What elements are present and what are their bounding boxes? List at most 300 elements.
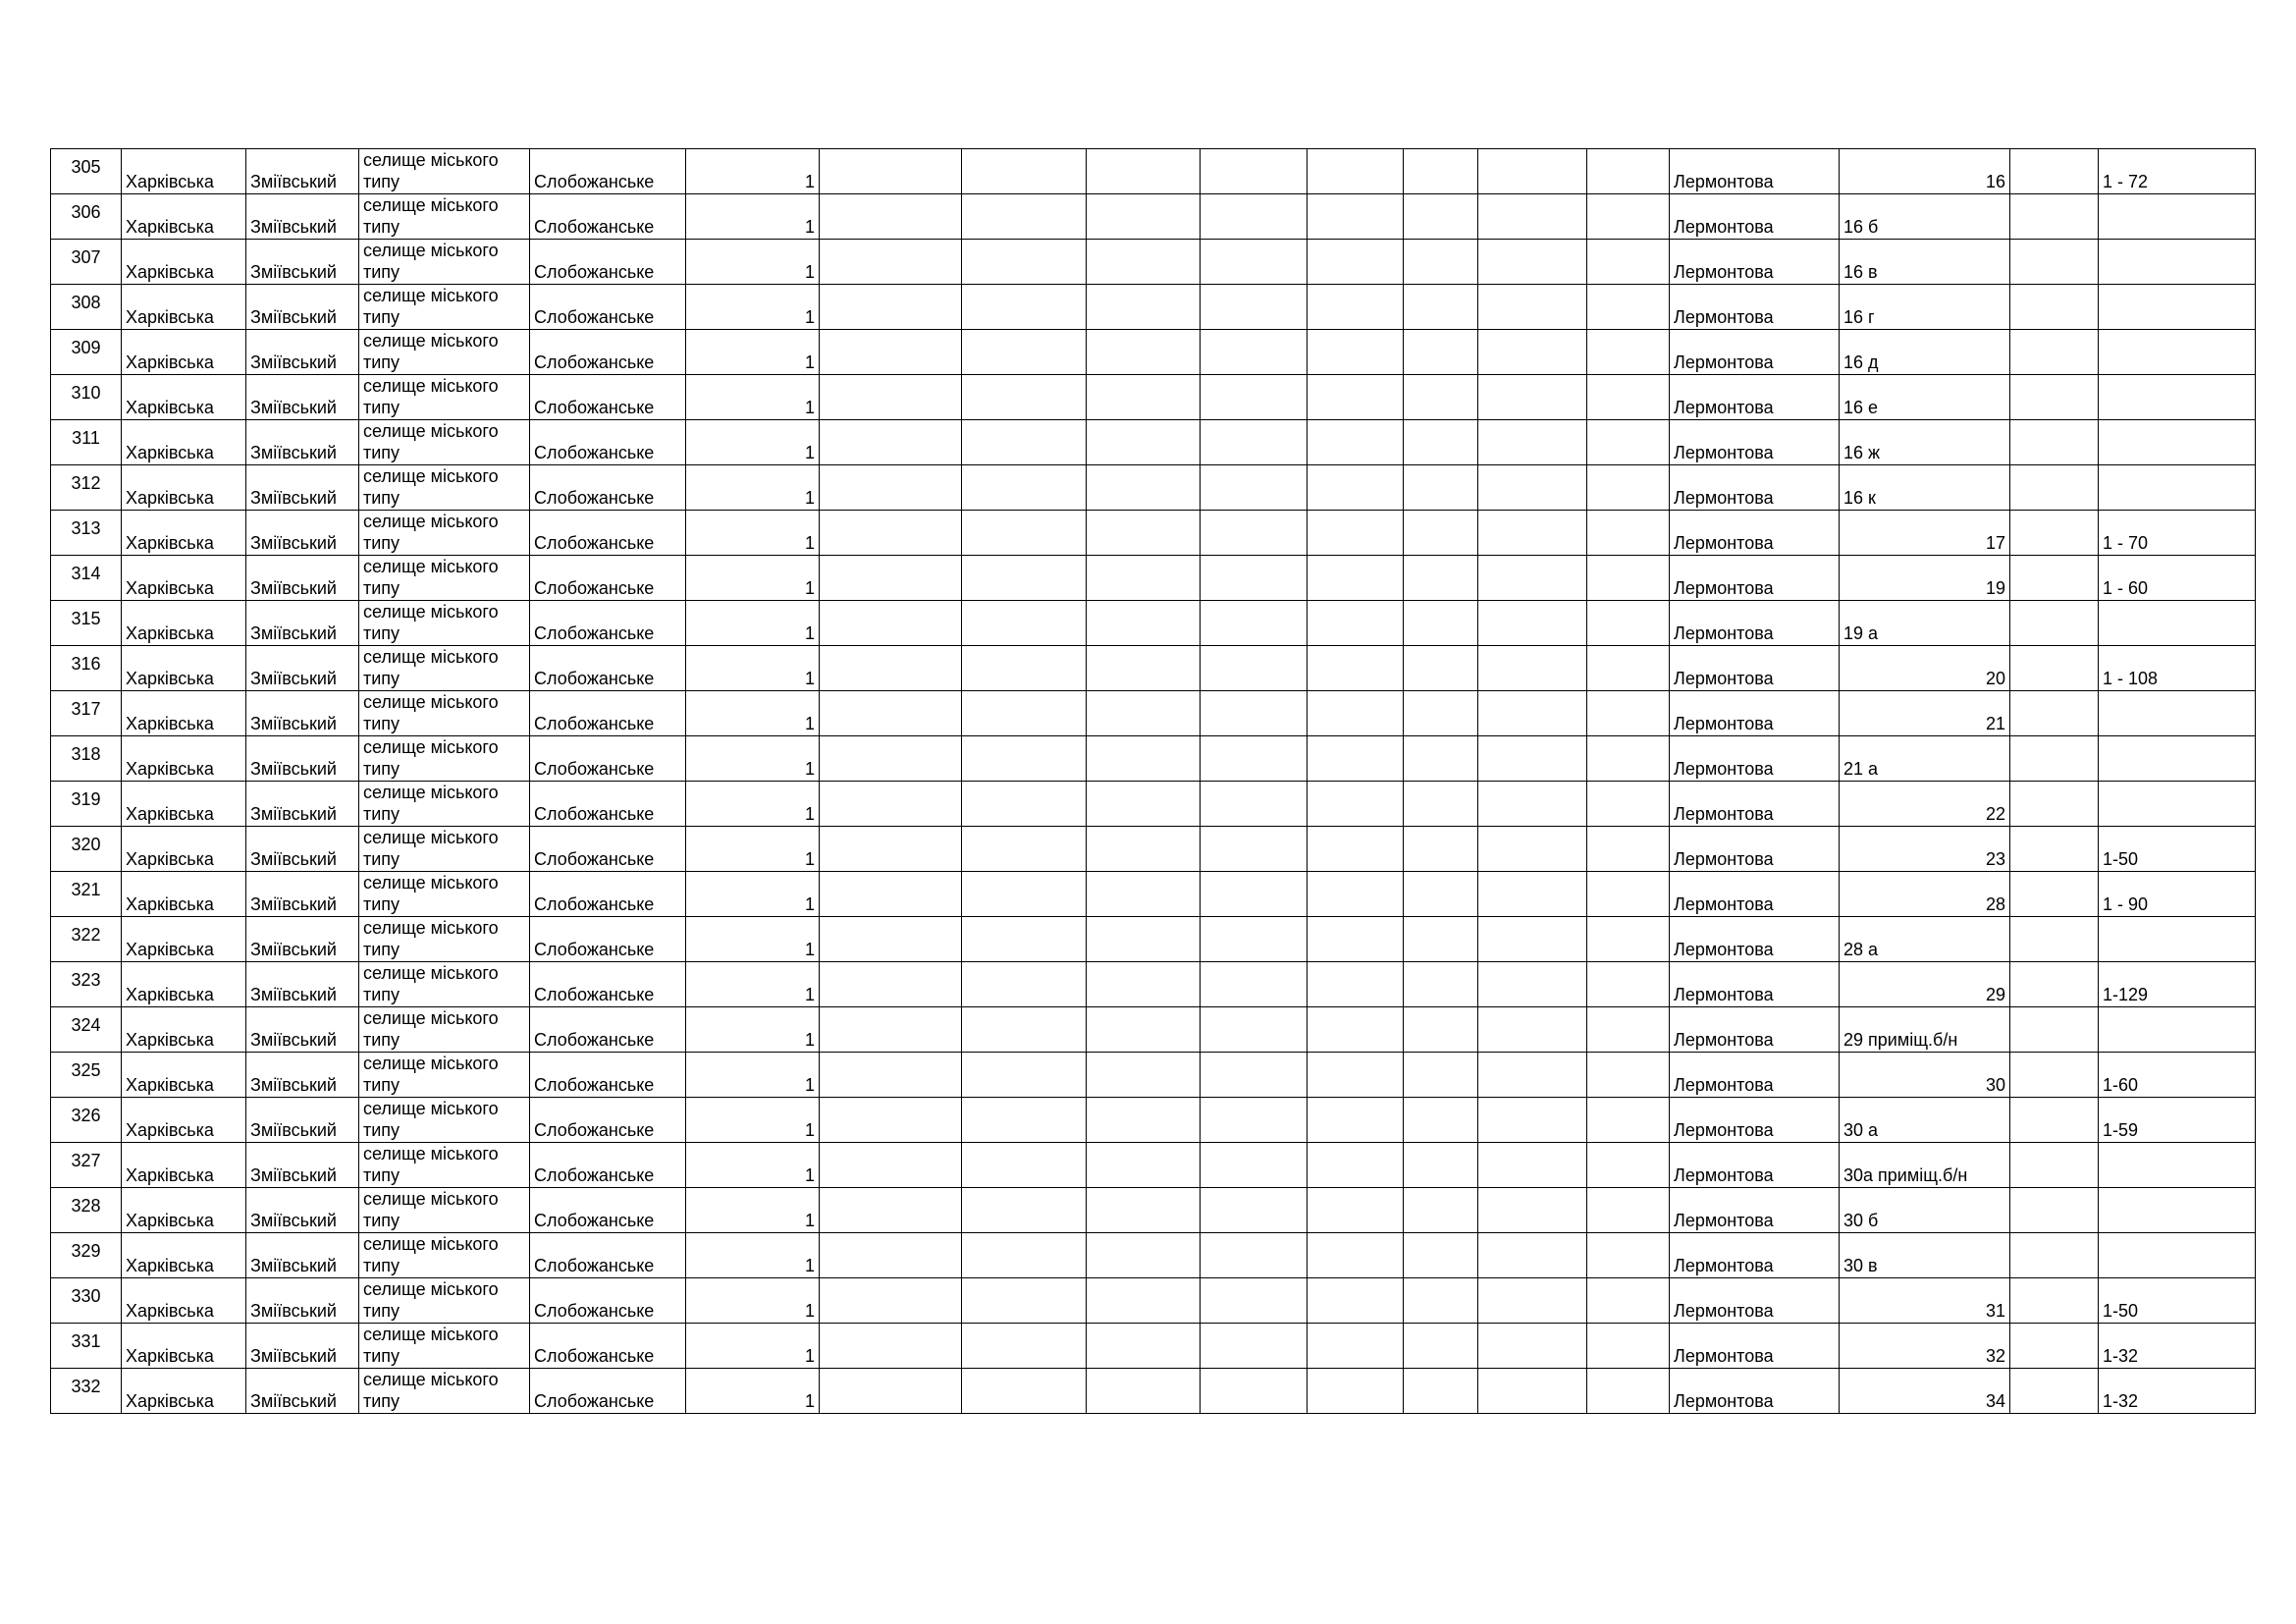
empty-cell <box>1587 556 1670 601</box>
empty-cell <box>1308 1098 1404 1143</box>
apartments-cell <box>2099 375 2256 420</box>
empty-cell <box>1404 736 1478 782</box>
empty-cell <box>1308 691 1404 736</box>
region-cell: Харківська <box>122 1007 246 1053</box>
empty-cell <box>1404 465 1478 511</box>
apartments-cell: 1 - 108 <box>2099 646 2256 691</box>
settlement-cell: Слобожанське <box>530 285 686 330</box>
row-number: 313 <box>51 511 122 556</box>
empty-cell <box>1308 511 1404 556</box>
settlement-cell: Слобожанське <box>530 1369 686 1414</box>
settlement-cell: Слобожанське <box>530 736 686 782</box>
apartments-cell <box>2099 782 2256 827</box>
empty-cell <box>1087 691 1201 736</box>
settlement-type-cell: селище міського типу <box>359 1233 530 1278</box>
empty-cell <box>1404 1278 1478 1324</box>
empty-cell <box>1308 1007 1404 1053</box>
empty-cell <box>1308 375 1404 420</box>
empty-cell <box>962 194 1087 240</box>
empty-cell <box>820 1143 962 1188</box>
quantity-cell: 1 <box>686 1007 820 1053</box>
district-cell: Зміївський <box>246 1188 359 1233</box>
empty-cell <box>820 194 962 240</box>
district-cell: Зміївський <box>246 1233 359 1278</box>
empty-cell <box>1087 375 1201 420</box>
empty-cell <box>1201 917 1308 962</box>
quantity-cell: 1 <box>686 736 820 782</box>
empty-cell <box>1404 691 1478 736</box>
row-number: 316 <box>51 646 122 691</box>
district-cell: Зміївський <box>246 420 359 465</box>
empty-cell <box>820 556 962 601</box>
empty-cell <box>1404 1143 1478 1188</box>
empty-cell <box>820 962 962 1007</box>
empty-cell <box>820 736 962 782</box>
settlement-cell: Слобожанське <box>530 962 686 1007</box>
empty-cell <box>1308 330 1404 375</box>
quantity-cell: 1 <box>686 1143 820 1188</box>
row-number: 319 <box>51 782 122 827</box>
empty-cell <box>1201 827 1308 872</box>
district-cell: Зміївський <box>246 962 359 1007</box>
empty-cell <box>1087 1143 1201 1188</box>
empty-cell <box>2010 782 2099 827</box>
empty-cell <box>820 330 962 375</box>
settlement-cell: Слобожанське <box>530 917 686 962</box>
region-cell: Харківська <box>122 285 246 330</box>
empty-cell <box>1201 511 1308 556</box>
empty-cell <box>962 736 1087 782</box>
building-cell: 19 а <box>1840 601 2010 646</box>
empty-cell <box>962 601 1087 646</box>
settlement-type-cell: селище міського типу <box>359 465 530 511</box>
building-cell: 16 к <box>1840 465 2010 511</box>
region-cell: Харківська <box>122 1233 246 1278</box>
table-row <box>51 1098 2256 1143</box>
empty-cell <box>962 1098 1087 1143</box>
row-number: 324 <box>51 1007 122 1053</box>
empty-cell <box>2010 917 2099 962</box>
empty-cell <box>820 1324 962 1369</box>
empty-cell <box>1478 1278 1587 1324</box>
settlement-type-cell: селище міського типу <box>359 1369 530 1414</box>
empty-cell <box>1404 872 1478 917</box>
empty-cell <box>1478 1098 1587 1143</box>
district-cell: Зміївський <box>246 917 359 962</box>
quantity-cell: 1 <box>686 1053 820 1098</box>
empty-cell <box>1404 240 1478 285</box>
settlement-cell: Слобожанське <box>530 782 686 827</box>
empty-cell <box>1087 1233 1201 1278</box>
region-cell: Харківська <box>122 782 246 827</box>
empty-cell <box>1478 736 1587 782</box>
row-number: 328 <box>51 1188 122 1233</box>
settlement-cell: Слобожанське <box>530 646 686 691</box>
settlement-type-cell: селище міського типу <box>359 646 530 691</box>
empty-cell <box>1587 691 1670 736</box>
empty-cell <box>1478 646 1587 691</box>
empty-cell <box>1404 1233 1478 1278</box>
empty-cell <box>1478 1143 1587 1188</box>
region-cell: Харківська <box>122 646 246 691</box>
empty-cell <box>1587 1053 1670 1098</box>
empty-cell <box>1201 782 1308 827</box>
empty-cell <box>2010 601 2099 646</box>
district-cell: Зміївський <box>246 285 359 330</box>
empty-cell <box>962 1143 1087 1188</box>
empty-cell <box>1587 917 1670 962</box>
empty-cell <box>1587 149 1670 194</box>
street-cell: Лермонтова <box>1670 194 1840 240</box>
district-cell: Зміївський <box>246 1324 359 1369</box>
street-cell: Лермонтова <box>1670 691 1840 736</box>
empty-cell <box>820 782 962 827</box>
empty-cell <box>962 1278 1087 1324</box>
empty-cell <box>2010 691 2099 736</box>
empty-cell <box>1478 194 1587 240</box>
empty-cell <box>962 1233 1087 1278</box>
empty-cell <box>1308 872 1404 917</box>
building-cell: 16 е <box>1840 375 2010 420</box>
region-cell: Харківська <box>122 375 246 420</box>
empty-cell <box>1201 1233 1308 1278</box>
quantity-cell: 1 <box>686 511 820 556</box>
quantity-cell: 1 <box>686 1233 820 1278</box>
empty-cell <box>1404 375 1478 420</box>
quantity-cell: 1 <box>686 646 820 691</box>
street-cell: Лермонтова <box>1670 375 1840 420</box>
empty-cell <box>1087 511 1201 556</box>
region-cell: Харківська <box>122 465 246 511</box>
row-number: 306 <box>51 194 122 240</box>
empty-cell <box>962 240 1087 285</box>
empty-cell <box>1201 1278 1308 1324</box>
district-cell: Зміївський <box>246 1007 359 1053</box>
region-cell: Харківська <box>122 240 246 285</box>
building-cell: 17 <box>1840 511 2010 556</box>
apartments-cell <box>2099 736 2256 782</box>
empty-cell <box>962 375 1087 420</box>
empty-cell <box>820 1188 962 1233</box>
region-cell: Харківська <box>122 1143 246 1188</box>
empty-cell <box>820 1278 962 1324</box>
quantity-cell: 1 <box>686 1188 820 1233</box>
empty-cell <box>2010 962 2099 1007</box>
settlement-cell: Слобожанське <box>530 511 686 556</box>
empty-cell <box>1404 1098 1478 1143</box>
empty-cell <box>1087 1098 1201 1143</box>
quantity-cell: 1 <box>686 1369 820 1414</box>
table-row <box>51 646 2256 691</box>
region-cell: Харківська <box>122 962 246 1007</box>
empty-cell <box>1308 1369 1404 1414</box>
quantity-cell: 1 <box>686 601 820 646</box>
quantity-cell: 1 <box>686 285 820 330</box>
table-row <box>51 1007 2256 1053</box>
district-cell: Зміївський <box>246 465 359 511</box>
empty-cell <box>1587 1007 1670 1053</box>
empty-cell <box>2010 736 2099 782</box>
empty-cell <box>1478 375 1587 420</box>
empty-cell <box>1201 375 1308 420</box>
empty-cell <box>962 1369 1087 1414</box>
empty-cell <box>1587 194 1670 240</box>
table-row <box>51 375 2256 420</box>
empty-cell <box>820 646 962 691</box>
empty-cell <box>1087 285 1201 330</box>
settlement-type-cell: селище міського типу <box>359 285 530 330</box>
quantity-cell: 1 <box>686 1324 820 1369</box>
empty-cell <box>1587 511 1670 556</box>
empty-cell <box>1201 962 1308 1007</box>
empty-cell <box>1087 872 1201 917</box>
empty-cell <box>962 962 1087 1007</box>
settlement-type-cell: селище міського типу <box>359 330 530 375</box>
district-cell: Зміївський <box>246 872 359 917</box>
quantity-cell: 1 <box>686 691 820 736</box>
table-row <box>51 420 2256 465</box>
empty-cell <box>1587 1233 1670 1278</box>
empty-cell <box>1587 420 1670 465</box>
empty-cell <box>2010 149 2099 194</box>
empty-cell <box>1404 285 1478 330</box>
empty-cell <box>1201 1369 1308 1414</box>
row-number: 322 <box>51 917 122 962</box>
region-cell: Харківська <box>122 330 246 375</box>
building-cell: 20 <box>1840 646 2010 691</box>
empty-cell <box>2010 194 2099 240</box>
empty-cell <box>1478 240 1587 285</box>
settlement-cell: Слобожанське <box>530 194 686 240</box>
empty-cell <box>2010 420 2099 465</box>
empty-cell <box>2010 872 2099 917</box>
empty-cell <box>1201 1053 1308 1098</box>
district-cell: Зміївський <box>246 149 359 194</box>
building-cell: 16 в <box>1840 240 2010 285</box>
street-cell: Лермонтова <box>1670 736 1840 782</box>
district-cell: Зміївський <box>246 646 359 691</box>
region-cell: Харківська <box>122 601 246 646</box>
empty-cell <box>1201 1143 1308 1188</box>
empty-cell <box>962 330 1087 375</box>
apartments-cell <box>2099 240 2256 285</box>
settlement-cell: Слобожанське <box>530 1233 686 1278</box>
quantity-cell: 1 <box>686 872 820 917</box>
empty-cell <box>1587 1324 1670 1369</box>
empty-cell <box>962 1053 1087 1098</box>
empty-cell <box>1404 646 1478 691</box>
empty-cell <box>820 1369 962 1414</box>
empty-cell <box>1308 420 1404 465</box>
empty-cell <box>820 917 962 962</box>
building-cell: 30 <box>1840 1053 2010 1098</box>
district-cell: Зміївський <box>246 1278 359 1324</box>
district-cell: Зміївський <box>246 556 359 601</box>
empty-cell <box>1404 1369 1478 1414</box>
building-cell: 16 <box>1840 149 2010 194</box>
empty-cell <box>1201 1007 1308 1053</box>
empty-cell <box>2010 1188 2099 1233</box>
empty-cell <box>1478 330 1587 375</box>
empty-cell <box>1478 691 1587 736</box>
row-number: 315 <box>51 601 122 646</box>
row-number: 314 <box>51 556 122 601</box>
settlement-cell: Слобожанське <box>530 1324 686 1369</box>
empty-cell <box>1201 1324 1308 1369</box>
street-cell: Лермонтова <box>1670 1143 1840 1188</box>
apartments-cell: 1-50 <box>2099 827 2256 872</box>
region-cell: Харківська <box>122 736 246 782</box>
empty-cell <box>1201 872 1308 917</box>
empty-cell <box>1308 782 1404 827</box>
settlement-cell: Слобожанське <box>530 827 686 872</box>
empty-cell <box>1308 1278 1404 1324</box>
empty-cell <box>2010 1143 2099 1188</box>
apartments-cell <box>2099 330 2256 375</box>
region-cell: Харківська <box>122 1324 246 1369</box>
settlement-type-cell: селище міського типу <box>359 962 530 1007</box>
empty-cell <box>1587 1188 1670 1233</box>
street-cell: Лермонтова <box>1670 240 1840 285</box>
street-cell: Лермонтова <box>1670 285 1840 330</box>
table-row <box>51 1233 2256 1278</box>
apartments-cell: 1-59 <box>2099 1098 2256 1143</box>
empty-cell <box>1087 240 1201 285</box>
empty-cell <box>1404 149 1478 194</box>
empty-cell <box>1308 1324 1404 1369</box>
empty-cell <box>820 285 962 330</box>
row-number: 320 <box>51 827 122 872</box>
empty-cell <box>1087 646 1201 691</box>
row-number: 317 <box>51 691 122 736</box>
settlement-type-cell: селище міського типу <box>359 691 530 736</box>
region-cell: Харківська <box>122 1188 246 1233</box>
settlement-type-cell: селище міського типу <box>359 556 530 601</box>
region-cell: Харківська <box>122 511 246 556</box>
empty-cell <box>2010 375 2099 420</box>
building-cell: 29 приміщ.б/н <box>1840 1007 2010 1053</box>
settlement-type-cell: селище міського типу <box>359 511 530 556</box>
apartments-cell: 1-129 <box>2099 962 2256 1007</box>
empty-cell <box>2010 240 2099 285</box>
apartments-cell <box>2099 917 2256 962</box>
building-cell: 34 <box>1840 1369 2010 1414</box>
empty-cell <box>1308 962 1404 1007</box>
empty-cell <box>1308 1188 1404 1233</box>
empty-cell <box>1587 1369 1670 1414</box>
row-number: 327 <box>51 1143 122 1188</box>
settlement-type-cell: селище міського типу <box>359 1143 530 1188</box>
empty-cell <box>1201 691 1308 736</box>
empty-cell <box>1201 285 1308 330</box>
table-row <box>51 285 2256 330</box>
empty-cell <box>820 691 962 736</box>
settlement-type-cell: селище міського типу <box>359 1053 530 1098</box>
empty-cell <box>1087 149 1201 194</box>
building-cell: 16 д <box>1840 330 2010 375</box>
settlement-cell: Слобожанське <box>530 1143 686 1188</box>
building-cell: 28 <box>1840 872 2010 917</box>
empty-cell <box>1201 556 1308 601</box>
quantity-cell: 1 <box>686 420 820 465</box>
settlement-cell: Слобожанське <box>530 149 686 194</box>
apartments-cell <box>2099 285 2256 330</box>
empty-cell <box>1201 149 1308 194</box>
empty-cell <box>2010 1053 2099 1098</box>
settlement-cell: Слобожанське <box>530 1278 686 1324</box>
building-cell: 30 в <box>1840 1233 2010 1278</box>
settlement-type-cell: селище міського типу <box>359 1007 530 1053</box>
empty-cell <box>1587 1098 1670 1143</box>
empty-cell <box>820 465 962 511</box>
empty-cell <box>1587 782 1670 827</box>
empty-cell <box>820 511 962 556</box>
table-row <box>51 330 2256 375</box>
district-cell: Зміївський <box>246 827 359 872</box>
empty-cell <box>1308 601 1404 646</box>
settlement-cell: Слобожанське <box>530 465 686 511</box>
empty-cell <box>962 556 1087 601</box>
district-cell: Зміївський <box>246 782 359 827</box>
street-cell: Лермонтова <box>1670 1098 1840 1143</box>
empty-cell <box>1587 827 1670 872</box>
settlement-cell: Слобожанське <box>530 601 686 646</box>
empty-cell <box>1478 1053 1587 1098</box>
empty-cell <box>1087 1369 1201 1414</box>
street-cell: Лермонтова <box>1670 917 1840 962</box>
empty-cell <box>1087 1188 1201 1233</box>
row-number: 308 <box>51 285 122 330</box>
apartments-cell: 1 - 60 <box>2099 556 2256 601</box>
apartments-cell <box>2099 465 2256 511</box>
apartments-cell: 1-50 <box>2099 1278 2256 1324</box>
empty-cell <box>1201 465 1308 511</box>
empty-cell <box>1478 1007 1587 1053</box>
empty-cell <box>1587 1143 1670 1188</box>
settlement-cell: Слобожанське <box>530 556 686 601</box>
apartments-cell <box>2099 1188 2256 1233</box>
empty-cell <box>1478 285 1587 330</box>
empty-cell <box>1478 1188 1587 1233</box>
empty-cell <box>1201 646 1308 691</box>
row-number: 318 <box>51 736 122 782</box>
empty-cell <box>1478 962 1587 1007</box>
building-cell: 22 <box>1840 782 2010 827</box>
settlement-type-cell: селище міського типу <box>359 782 530 827</box>
table-row <box>51 827 2256 872</box>
empty-cell <box>1404 601 1478 646</box>
empty-cell <box>1201 194 1308 240</box>
empty-cell <box>1087 782 1201 827</box>
apartments-cell: 1 - 70 <box>2099 511 2256 556</box>
region-cell: Харківська <box>122 1053 246 1098</box>
empty-cell <box>2010 1233 2099 1278</box>
empty-cell <box>1087 827 1201 872</box>
quantity-cell: 1 <box>686 1098 820 1143</box>
street-cell: Лермонтова <box>1670 1369 1840 1414</box>
empty-cell <box>962 285 1087 330</box>
empty-cell <box>2010 511 2099 556</box>
settlement-type-cell: селище міського типу <box>359 194 530 240</box>
table-row <box>51 1143 2256 1188</box>
row-number: 305 <box>51 149 122 194</box>
empty-cell <box>1478 556 1587 601</box>
settlement-cell: Слобожанське <box>530 420 686 465</box>
empty-cell <box>1587 375 1670 420</box>
settlement-cell: Слобожанське <box>530 330 686 375</box>
empty-cell <box>1404 962 1478 1007</box>
empty-cell <box>1478 1233 1587 1278</box>
